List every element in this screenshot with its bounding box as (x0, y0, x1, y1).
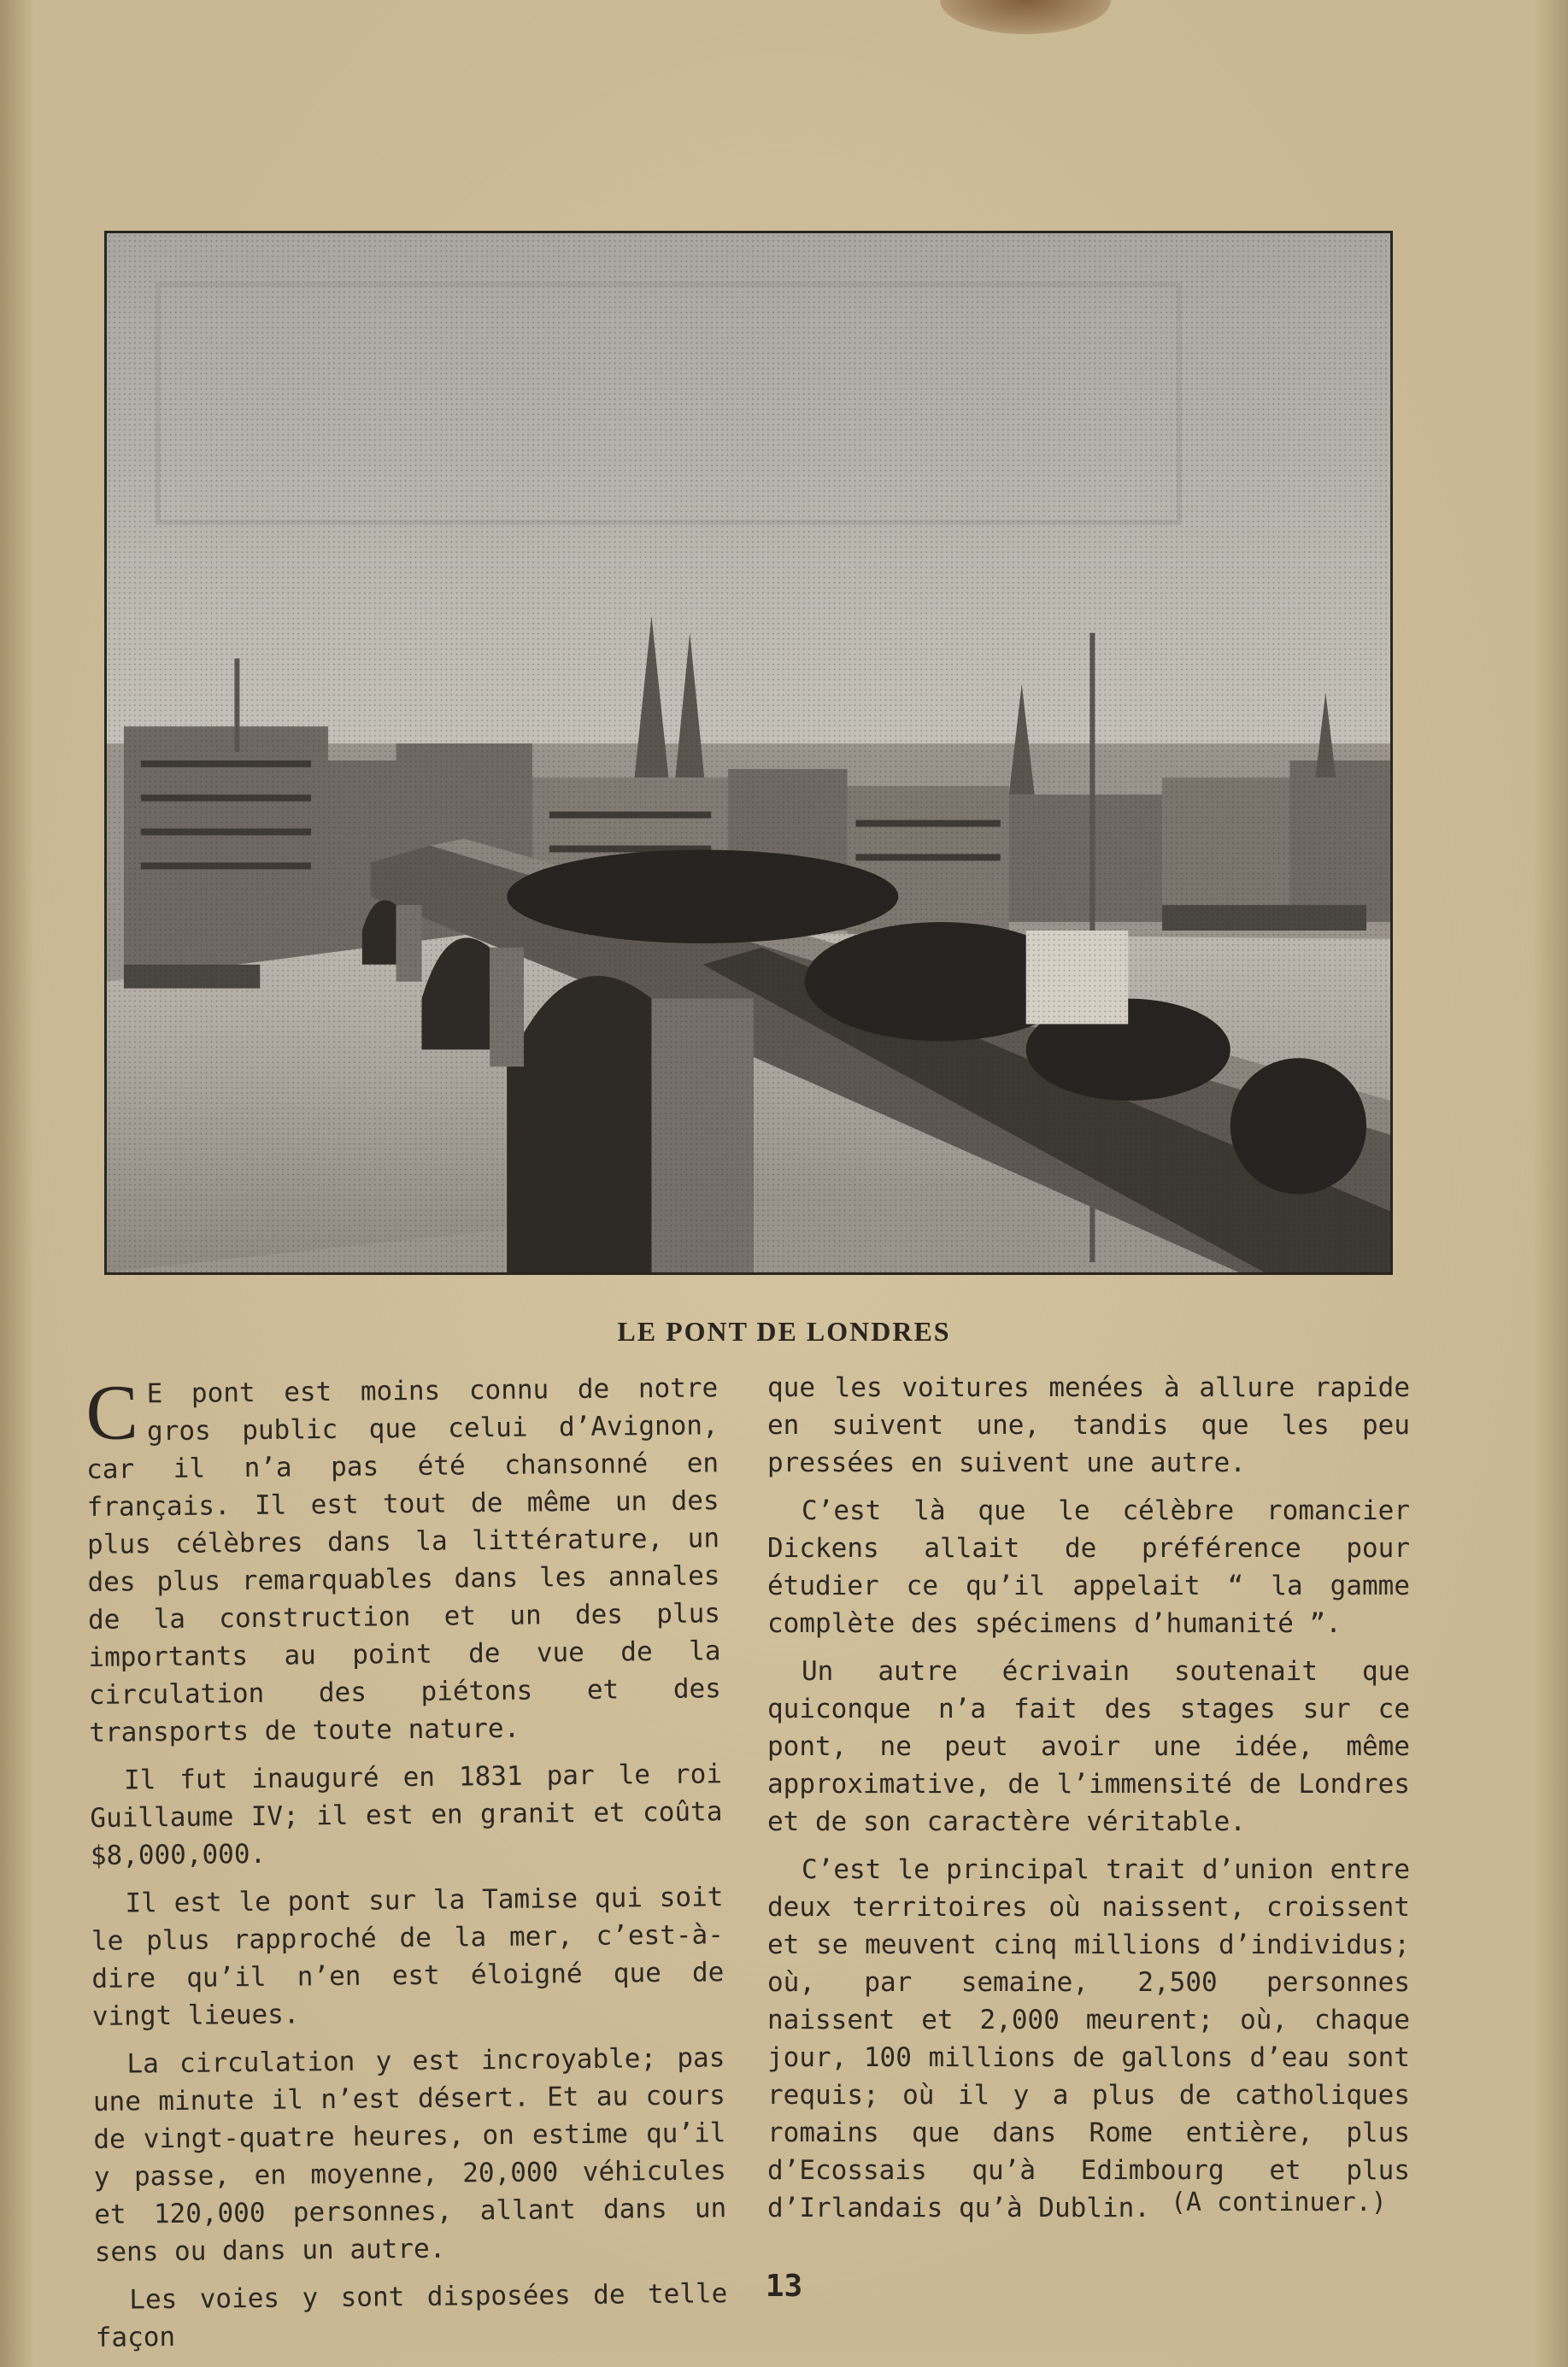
photo-illustration (107, 233, 1390, 1272)
paragraph: La circulation y est incroyable; pas une minute il n’est désert. Et au cours de vingt-quatre heures, on estime qu’il y passe, en moyenne, 20,000 véhicules et 120,000 personnes, allant dans un sens ou dans un autre. (92, 2042, 727, 2268)
paragraph: Les voies y sont disposées de telle façon (95, 2278, 728, 2353)
paragraph: Il est le pont sur la Tamise qui soit le plus rapproché de la mer, c’est-à-dire qu’il n’en est éloigné que de vingt lieues. (91, 1882, 725, 2032)
paragraph: Un autre écrivain soutenait que quiconque n’a fait des stages sur ce pont, ne peut avoir une idée, même approximative, de l’immensité de Londres et de son caractère véritable. (767, 1656, 1410, 1837)
paragraph (85, 1369, 722, 1752)
paragraph: C’est là que le célèbre romancier Dickens allait de préférence pour étudier ce qu’il appelait “ la gamme complète des spécimens d’humanité ”. (767, 1495, 1410, 1639)
drop-cap: C (85, 1368, 139, 1456)
paper-stain (940, 0, 1111, 34)
paragraph: C’est le principal trait d’union entre deux territoires où naissent, croissent et se meuvent cinq millions d’individus; où, par semaine, 2,500 personnes naissent et 2,000 meurent; où, chaque jour, 100 millions de gallons d’eau sont requis; où il y a plus de catholiques romains que dans Rome entière, plus d’Ecossais qu’à Edimbourg et plus d’Irlandais qu’à Dublin. (767, 1854, 1410, 2223)
london-bridge-photograph (104, 231, 1393, 1275)
paragraph-text: E pont est moins connu de notre gros public que celui d’Avignon, car il n’a pas été chansonné en français. Il est tout de même un des plus célèbres dans la littérature, un des plus remarquables dans les annales de la construction et un des plus importants au point de vue de la circulation des piétons et des transports de toute nature. (85, 1372, 722, 1748)
article-title: LE PONT DE LONDRES (617, 1316, 951, 1347)
continued-note: (A continuer.) (1171, 2188, 1387, 2217)
page-number: 13 (765, 2269, 803, 2304)
left-text-column (85, 1369, 728, 2367)
paragraph: que les voitures menées à allure rapide en suivent une, tandis que les peu pressées en suivent une autre. (767, 1372, 1410, 1478)
paragraph: Il fut inauguré en 1831 par le roi Guillaume IV; il est en granit et coûta $8,000,000. (90, 1759, 723, 1871)
right-text-column (767, 1369, 1410, 2237)
